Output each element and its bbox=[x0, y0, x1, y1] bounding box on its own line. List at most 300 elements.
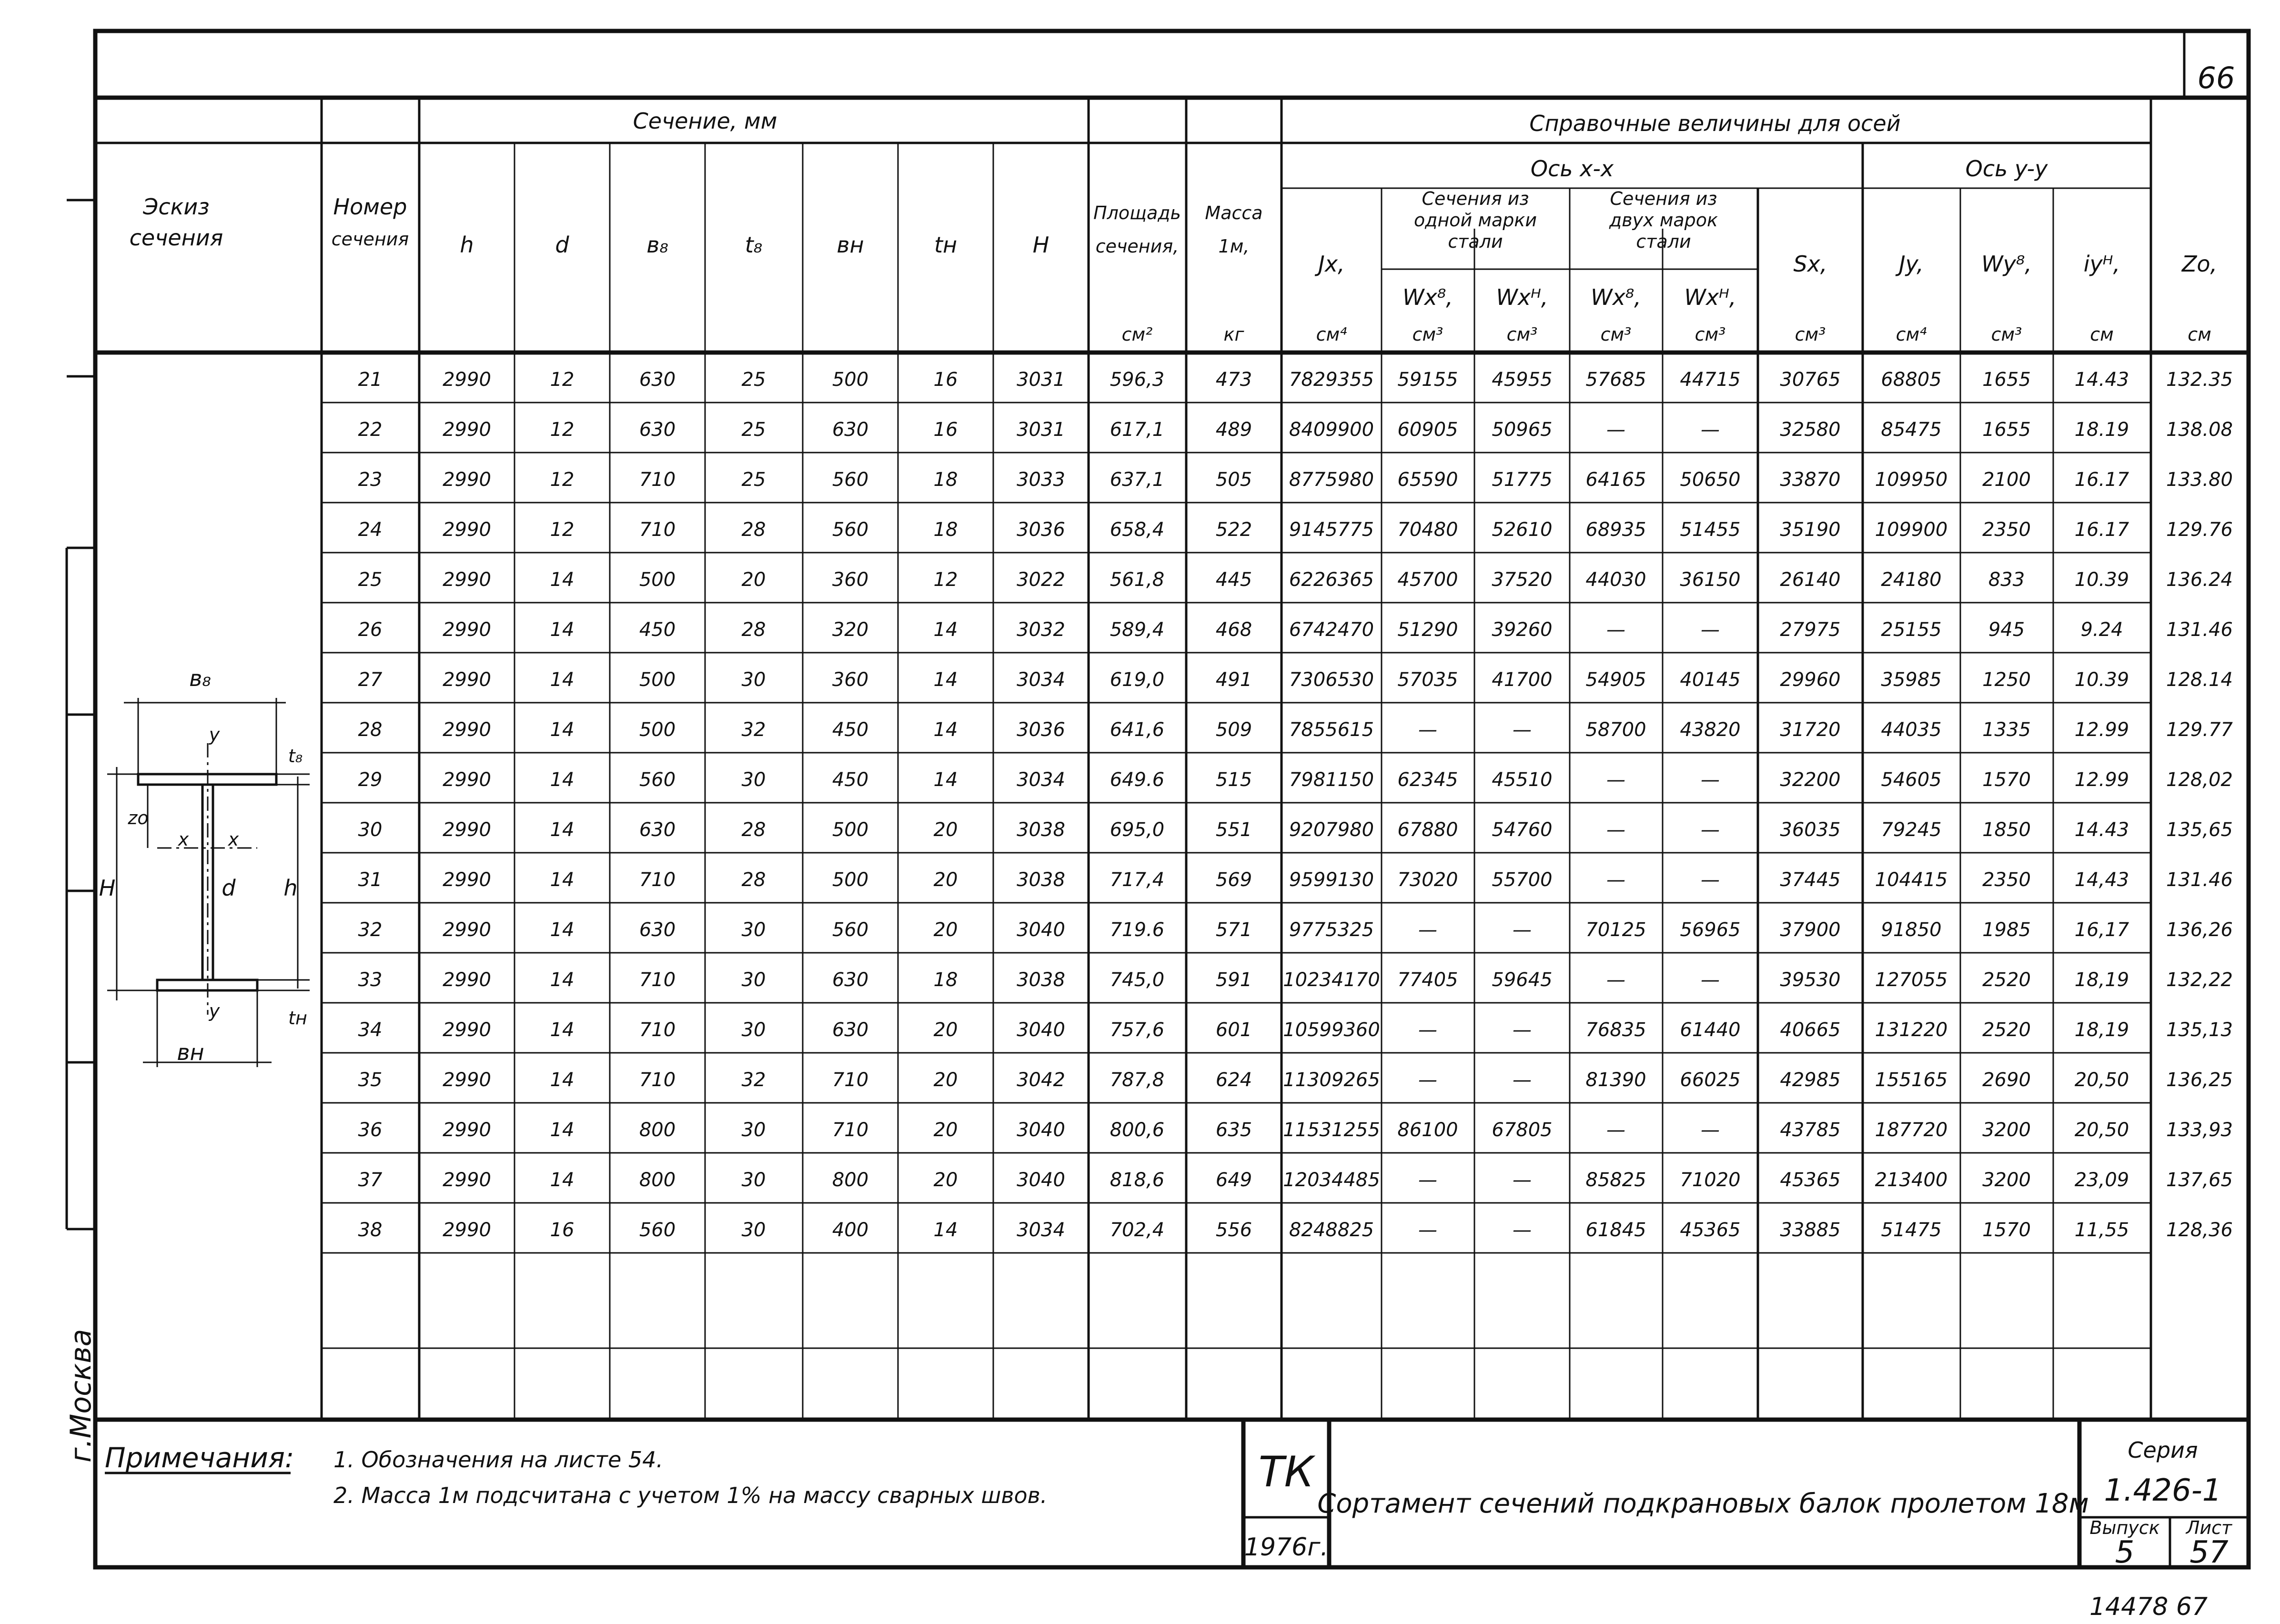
table-cell: — bbox=[1701, 819, 1720, 841]
header-wy: Wy⁸, bbox=[1981, 251, 2032, 277]
table-cell: 33870 bbox=[1780, 469, 1841, 491]
table-cell: — bbox=[1418, 919, 1437, 941]
table-cell: 2990 bbox=[443, 1119, 491, 1141]
table-cell: — bbox=[1513, 719, 1532, 741]
table-cell: 2350 bbox=[1982, 869, 2031, 891]
header-col-tb: tн bbox=[934, 232, 958, 258]
table-cell: — bbox=[1418, 719, 1437, 741]
table-cell: 560 bbox=[832, 919, 869, 941]
table-cell: 73020 bbox=[1397, 869, 1458, 891]
table-cell: 20 bbox=[933, 1019, 958, 1041]
header-two-grades-1: Сечения из bbox=[1610, 188, 1717, 209]
table-cell: 2990 bbox=[443, 569, 491, 591]
table-cell: 18 bbox=[933, 969, 958, 991]
table-cell: 51455 bbox=[1680, 519, 1741, 541]
table-cell: 109900 bbox=[1875, 519, 1948, 541]
header-one-grade-1: Сечения из bbox=[1422, 188, 1529, 209]
table-cell: 38 bbox=[358, 1219, 383, 1241]
table-cell: 2990 bbox=[443, 769, 491, 791]
table-cell: 12.99 bbox=[2074, 719, 2129, 741]
header-sx-unit: см³ bbox=[1795, 324, 1826, 345]
table-cell: 50965 bbox=[1492, 419, 1553, 441]
table-cell: 26140 bbox=[1780, 569, 1841, 591]
sketch-d: d bbox=[222, 875, 236, 901]
table-cell: 14 bbox=[550, 669, 575, 691]
header-col-bb: вн bbox=[837, 232, 864, 258]
table-cell: 30 bbox=[741, 969, 766, 991]
table-cell: 44035 bbox=[1881, 719, 1942, 741]
table-cell: 14 bbox=[550, 769, 575, 791]
header-wx-top-1-unit: см³ bbox=[1412, 324, 1443, 345]
table-cell: 2990 bbox=[443, 1019, 491, 1041]
table-cell: 3038 bbox=[1017, 869, 1065, 891]
table-cell: 18 bbox=[933, 469, 958, 491]
table-cell: 491 bbox=[1215, 669, 1252, 691]
header-axis-y: Ось y-y bbox=[1965, 156, 2048, 182]
table-cell: 2350 bbox=[1982, 519, 2031, 541]
table-cell: 40665 bbox=[1780, 1019, 1841, 1041]
table-cell: 39260 bbox=[1492, 619, 1553, 641]
table-cell: — bbox=[1701, 619, 1720, 641]
table-cell: 16 bbox=[550, 1219, 575, 1241]
stamp-series-label: Серия bbox=[2128, 1437, 2198, 1463]
table-cell: 20,50 bbox=[2074, 1119, 2129, 1141]
table-cell: 2990 bbox=[443, 969, 491, 991]
table-cell: 39530 bbox=[1780, 969, 1841, 991]
table-cell: 500 bbox=[832, 869, 869, 891]
table-cell: 14 bbox=[550, 1069, 575, 1091]
table-cell: 2990 bbox=[443, 919, 491, 941]
table-cell: 77405 bbox=[1397, 969, 1458, 991]
table-cell: 12 bbox=[550, 419, 575, 441]
table-cell: 155165 bbox=[1875, 1069, 1948, 1091]
table-cell: 3036 bbox=[1017, 719, 1065, 741]
table-cell: 2990 bbox=[443, 719, 491, 741]
table-cell: 45955 bbox=[1492, 369, 1553, 391]
table-cell: — bbox=[1418, 1019, 1437, 1041]
table-cell: 12 bbox=[550, 519, 575, 541]
table-cell: 630 bbox=[832, 969, 869, 991]
table-cell: 2100 bbox=[1982, 469, 2031, 491]
sketch-x-left: x bbox=[178, 829, 189, 850]
table-cell: 800,6 bbox=[1110, 1119, 1165, 1141]
sketch-H: H bbox=[99, 875, 116, 901]
table-cell: 57035 bbox=[1397, 669, 1458, 691]
table-cell: — bbox=[1606, 819, 1625, 841]
table-cell: 128,36 bbox=[2166, 1219, 2233, 1241]
table-cell: 11309265 bbox=[1283, 1069, 1380, 1091]
table-cell: 28 bbox=[741, 869, 766, 891]
table-cell: 757,6 bbox=[1110, 1019, 1165, 1041]
table-cell: 360 bbox=[832, 669, 869, 691]
table-cell: 43820 bbox=[1680, 719, 1741, 741]
table-cell: 45365 bbox=[1780, 1169, 1841, 1191]
note-2: 2. Масса 1м подсчитана с учетом 1% на массу сварных швов. bbox=[333, 1483, 1048, 1508]
table-cell: 30 bbox=[741, 769, 766, 791]
table-cell: 14 bbox=[550, 869, 575, 891]
header-number-2: сечения bbox=[331, 229, 409, 250]
table-cell: 450 bbox=[832, 769, 869, 791]
table-cell: 187720 bbox=[1875, 1119, 1948, 1141]
table-cell: 14 bbox=[933, 619, 958, 641]
table-cell: 360 bbox=[832, 569, 869, 591]
table-cell: 560 bbox=[832, 519, 869, 541]
table-cell: 630 bbox=[639, 419, 676, 441]
table-cell: 619,0 bbox=[1110, 669, 1165, 691]
handwritten-inventory: 14478 67 bbox=[2089, 1593, 2208, 1621]
table-cell: 2990 bbox=[443, 419, 491, 441]
table-cell: 833 bbox=[1988, 569, 2025, 591]
table-cell: 710 bbox=[832, 1119, 869, 1141]
table-cell: 27975 bbox=[1780, 619, 1841, 641]
table-cell: 400 bbox=[832, 1219, 869, 1241]
table-cell: 68935 bbox=[1585, 519, 1646, 541]
table-cell: 1250 bbox=[1982, 669, 2031, 691]
table-cell: 14,43 bbox=[2074, 869, 2129, 891]
table-cell: 16,17 bbox=[2074, 919, 2129, 941]
table-cell: 945 bbox=[1988, 619, 2025, 641]
table-cell: 22 bbox=[358, 419, 383, 441]
table-cell: 717,4 bbox=[1110, 869, 1165, 891]
table-cell: 11531255 bbox=[1283, 1119, 1380, 1141]
header-col-H: H bbox=[1032, 232, 1049, 258]
table-cell: 132,22 bbox=[2166, 969, 2233, 991]
table-cell: 28 bbox=[358, 719, 383, 741]
sketch-x-right: x bbox=[228, 829, 239, 850]
table-cell: 7981150 bbox=[1289, 769, 1374, 791]
table-cell: 571 bbox=[1215, 919, 1252, 941]
table-cell: 45510 bbox=[1492, 769, 1553, 791]
table-cell: 649.6 bbox=[1110, 769, 1165, 791]
table-cell: 719.6 bbox=[1110, 919, 1165, 941]
table-cell: — bbox=[1513, 1219, 1532, 1241]
header-wx-top-2-unit: см³ bbox=[1600, 324, 1632, 345]
table-cell: 2520 bbox=[1982, 969, 2031, 991]
table-cell: 64165 bbox=[1585, 469, 1646, 491]
table-cell: 40145 bbox=[1680, 669, 1741, 691]
table-cell: 14 bbox=[933, 1219, 958, 1241]
table-cell: 133.80 bbox=[2166, 469, 2233, 491]
sketch-zo: zo bbox=[128, 807, 149, 828]
header-two-grades-2: двух марок bbox=[1609, 210, 1718, 231]
table-cell: 137,65 bbox=[2166, 1169, 2233, 1191]
table-cell: 3033 bbox=[1017, 469, 1065, 491]
table-cell: 710 bbox=[639, 469, 676, 491]
table-cell: 2990 bbox=[443, 669, 491, 691]
table-cell: 3034 bbox=[1017, 769, 1065, 791]
sketch-y-bottom: y bbox=[209, 1000, 220, 1021]
header-zo-unit: см bbox=[2188, 324, 2211, 345]
table-cell: — bbox=[1606, 419, 1625, 441]
table-cell: — bbox=[1701, 769, 1720, 791]
table-cell: 23 bbox=[358, 469, 383, 491]
table-cell: 569 bbox=[1215, 869, 1252, 891]
table-cell: 1570 bbox=[1982, 1219, 2031, 1241]
table-cell: 710 bbox=[639, 869, 676, 891]
table-cell: 320 bbox=[832, 619, 869, 641]
table-cell: 20,50 bbox=[2074, 1069, 2129, 1091]
table-cell: 3038 bbox=[1017, 819, 1065, 841]
table-cell: 213400 bbox=[1875, 1169, 1948, 1191]
table-cell: 132.35 bbox=[2166, 369, 2233, 391]
table-cell: — bbox=[1606, 769, 1625, 791]
table-cell: — bbox=[1606, 1119, 1625, 1141]
table-cell: 3200 bbox=[1982, 1169, 2031, 1191]
table-cell: 16 bbox=[933, 369, 958, 391]
table-cell: 133,93 bbox=[2166, 1119, 2233, 1141]
table-cell: 14 bbox=[933, 719, 958, 741]
table-cell: 473 bbox=[1215, 369, 1252, 391]
table-cell: 489 bbox=[1215, 419, 1252, 441]
table-cell: 25 bbox=[358, 569, 383, 591]
table-cell: 27 bbox=[358, 669, 383, 691]
table-cell: 59155 bbox=[1397, 369, 1458, 391]
table-cell: 14.43 bbox=[2074, 819, 2129, 841]
table-cell: 500 bbox=[832, 369, 869, 391]
table-cell: 7829355 bbox=[1289, 369, 1374, 391]
table-cell: 14 bbox=[550, 819, 575, 841]
table-cell: 2990 bbox=[443, 869, 491, 891]
sheet-number: 66 bbox=[2197, 61, 2235, 95]
table-cell: 630 bbox=[639, 919, 676, 941]
table-cell: — bbox=[1513, 919, 1532, 941]
table-cell: 635 bbox=[1215, 1119, 1252, 1141]
table-cell: 20 bbox=[933, 1069, 958, 1091]
table-cell: 14 bbox=[550, 619, 575, 641]
table-cell: 25 bbox=[741, 419, 766, 441]
table-cell: 1850 bbox=[1982, 819, 2031, 841]
table-cell: 31 bbox=[358, 869, 383, 891]
table-cell: 34 bbox=[358, 1019, 383, 1041]
table-cell: 37445 bbox=[1780, 869, 1841, 891]
table-cell: 561,8 bbox=[1110, 569, 1165, 591]
table-cell: 1335 bbox=[1982, 719, 2031, 741]
table-cell: 20 bbox=[933, 1169, 958, 1191]
table-cell: 37900 bbox=[1780, 919, 1841, 941]
table-cell: 14 bbox=[550, 969, 575, 991]
table-cell: 81390 bbox=[1585, 1069, 1646, 1091]
table-cell: 6226365 bbox=[1289, 569, 1374, 591]
header-wy-unit: см³ bbox=[1991, 324, 2022, 345]
table-cell: 16.17 bbox=[2074, 519, 2129, 541]
table-cell: — bbox=[1701, 1119, 1720, 1141]
header-jy: Jy, bbox=[1899, 251, 1924, 277]
table-cell: 30 bbox=[358, 819, 383, 841]
table-cell: 630 bbox=[639, 819, 676, 841]
margin-city: г.Москва bbox=[64, 1329, 98, 1463]
table-cell: 67805 bbox=[1492, 1119, 1553, 1141]
table-cell: 61440 bbox=[1680, 1019, 1741, 1041]
table-cell: 9599130 bbox=[1289, 869, 1374, 891]
table-cell: 3031 bbox=[1017, 369, 1065, 391]
table-cell: 59645 bbox=[1492, 969, 1553, 991]
stamp-org: ТК bbox=[1258, 1447, 1314, 1496]
table-cell: 24180 bbox=[1881, 569, 1942, 591]
table-cell: — bbox=[1606, 869, 1625, 891]
table-cell: 33 bbox=[358, 969, 383, 991]
table-cell: 28 bbox=[741, 819, 766, 841]
table-cell: 10.39 bbox=[2074, 569, 2129, 591]
table-cell: 505 bbox=[1215, 469, 1252, 491]
table-cell: 12 bbox=[550, 469, 575, 491]
note-1: 1. Обозначения на листе 54. bbox=[333, 1447, 664, 1473]
table-cell: 2990 bbox=[443, 1169, 491, 1191]
table-cell: 29960 bbox=[1780, 669, 1841, 691]
table-cell: 42985 bbox=[1780, 1069, 1841, 1091]
table-cell: 3038 bbox=[1017, 969, 1065, 991]
table-cell: — bbox=[1513, 1019, 1532, 1041]
table-cell: 500 bbox=[832, 819, 869, 841]
header-jx: Jx, bbox=[1318, 251, 1345, 277]
table-cell: 745,0 bbox=[1110, 969, 1165, 991]
table-cell: 136.24 bbox=[2166, 569, 2233, 591]
table-cell: 3022 bbox=[1017, 569, 1065, 591]
table-cell: 56965 bbox=[1680, 919, 1741, 941]
table-cell: 128,02 bbox=[2166, 769, 2233, 791]
stamp-sheet: 57 bbox=[2189, 1535, 2229, 1570]
header-wx-bot-2-unit: см³ bbox=[1695, 324, 1726, 345]
table-cell: 70480 bbox=[1397, 519, 1458, 541]
table-cell: 560 bbox=[639, 1219, 676, 1241]
table-cell: 30 bbox=[741, 669, 766, 691]
table-cell: 55700 bbox=[1492, 869, 1553, 891]
table-cell: 61845 bbox=[1585, 1219, 1646, 1241]
table-cell: 28 bbox=[741, 519, 766, 541]
table-cell: 7306530 bbox=[1289, 669, 1374, 691]
table-cell: 35 bbox=[358, 1069, 383, 1091]
header-area-1: Площадь bbox=[1093, 202, 1181, 223]
table-cell: 500 bbox=[639, 669, 676, 691]
table-cell: 2990 bbox=[443, 1219, 491, 1241]
table-cell: 36035 bbox=[1780, 819, 1841, 841]
header-wx-bot-1-unit: см³ bbox=[1506, 324, 1538, 345]
table-cell: 702,4 bbox=[1110, 1219, 1165, 1241]
table-cell: 51775 bbox=[1492, 469, 1553, 491]
table-cell: 37 bbox=[358, 1169, 383, 1191]
table-cell: 500 bbox=[639, 719, 676, 741]
table-cell: 30 bbox=[741, 1169, 766, 1191]
table-cell: 2990 bbox=[443, 619, 491, 641]
table-cell: 30765 bbox=[1780, 369, 1841, 391]
stamp-issue: 5 bbox=[2115, 1535, 2135, 1570]
table-cell: 3042 bbox=[1017, 1069, 1065, 1091]
header-jx-unit: см⁴ bbox=[1316, 324, 1347, 345]
table-cell: 12 bbox=[933, 569, 958, 591]
table-cell: — bbox=[1418, 1169, 1437, 1191]
table-cell: 11,55 bbox=[2074, 1219, 2129, 1241]
table-cell: 522 bbox=[1215, 519, 1252, 541]
table-cell: 630 bbox=[832, 1019, 869, 1041]
table-cell: 138.08 bbox=[2166, 419, 2233, 441]
table-cell: — bbox=[1701, 869, 1720, 891]
table-cell: 14 bbox=[550, 1169, 575, 1191]
table-cell: 710 bbox=[639, 969, 676, 991]
table-cell: 20 bbox=[933, 869, 958, 891]
table-cell: 30 bbox=[741, 1219, 766, 1241]
table-cell: 25 bbox=[741, 369, 766, 391]
table-cell: 62345 bbox=[1397, 769, 1458, 791]
header-col-tt: t₈ bbox=[745, 232, 763, 258]
table-cell: — bbox=[1418, 1069, 1437, 1091]
table-cell: 14 bbox=[933, 669, 958, 691]
table-cell: 2990 bbox=[443, 519, 491, 541]
table-cell: 85825 bbox=[1585, 1169, 1646, 1191]
table-cell: 450 bbox=[639, 619, 676, 641]
header-iy-unit: см bbox=[2090, 324, 2114, 345]
table-cell: 32 bbox=[741, 719, 766, 741]
table-cell: 32580 bbox=[1780, 419, 1841, 441]
table-cell: 136,26 bbox=[2166, 919, 2233, 941]
table-cell: 509 bbox=[1215, 719, 1252, 741]
table-cell: 2990 bbox=[443, 369, 491, 391]
table-cell: 21 bbox=[358, 369, 383, 391]
table-cell: 25 bbox=[741, 469, 766, 491]
table-cell: 8775980 bbox=[1289, 469, 1374, 491]
table-cell: 50650 bbox=[1680, 469, 1741, 491]
table-cell: 515 bbox=[1215, 769, 1252, 791]
table-cell: — bbox=[1513, 1169, 1532, 1191]
table-cell: 12 bbox=[550, 369, 575, 391]
table-cell: 589,4 bbox=[1110, 619, 1165, 641]
table-cell: 3034 bbox=[1017, 1219, 1065, 1241]
table-cell: 1570 bbox=[1982, 769, 2031, 791]
table-cell: 127055 bbox=[1875, 969, 1948, 991]
table-cell: 131.46 bbox=[2166, 869, 2233, 891]
table-cell: 104415 bbox=[1875, 869, 1948, 891]
table-cell: 637,1 bbox=[1110, 469, 1165, 491]
table-cell: — bbox=[1701, 969, 1720, 991]
table-cell: 1655 bbox=[1982, 419, 2031, 441]
sketch-b-top: в₈ bbox=[189, 666, 211, 691]
table-cell: 57685 bbox=[1585, 369, 1646, 391]
table-cell: 32 bbox=[358, 919, 383, 941]
table-cell: 65590 bbox=[1397, 469, 1458, 491]
table-cell: 20 bbox=[933, 1119, 958, 1141]
header-col-bt: в₈ bbox=[646, 232, 668, 258]
table-cell: 617,1 bbox=[1110, 419, 1165, 441]
table-cell: 551 bbox=[1215, 819, 1252, 841]
table-cell: 6742470 bbox=[1289, 619, 1374, 641]
table-cell: 710 bbox=[639, 519, 676, 541]
table-cell: 41700 bbox=[1492, 669, 1553, 691]
table-cell: 136,25 bbox=[2166, 1069, 2233, 1091]
table-cell: 596,3 bbox=[1110, 369, 1165, 391]
table-cell: 818,6 bbox=[1110, 1169, 1165, 1191]
table-cell: 591 bbox=[1215, 969, 1252, 991]
table-cell: 60905 bbox=[1397, 419, 1458, 441]
header-iy: iyᴴ, bbox=[2083, 251, 2120, 277]
header-mass-2: 1м, bbox=[1218, 236, 1250, 257]
stamp-sheet-label: Лист bbox=[2186, 1517, 2232, 1538]
table-cell: 44715 bbox=[1680, 369, 1741, 391]
table-cell: 10.39 bbox=[2074, 669, 2129, 691]
table-cell: 45700 bbox=[1397, 569, 1458, 591]
table-cell: 24 bbox=[358, 519, 383, 541]
table-cell: 9775325 bbox=[1289, 919, 1374, 941]
table-cell: 630 bbox=[639, 369, 676, 391]
table-cell: 20 bbox=[741, 569, 766, 591]
table-cell: 85475 bbox=[1881, 419, 1942, 441]
table-cell: 710 bbox=[832, 1069, 869, 1091]
table-cell: 51290 bbox=[1397, 619, 1458, 641]
table-cell: 79245 bbox=[1881, 819, 1942, 841]
table-cell: 131220 bbox=[1875, 1019, 1948, 1041]
header-zo: Zo, bbox=[2181, 251, 2218, 277]
table-cell: 450 bbox=[832, 719, 869, 741]
table-cell: 131.46 bbox=[2166, 619, 2233, 641]
table-cell: 45365 bbox=[1680, 1219, 1741, 1241]
table-cell: 31720 bbox=[1780, 719, 1841, 741]
